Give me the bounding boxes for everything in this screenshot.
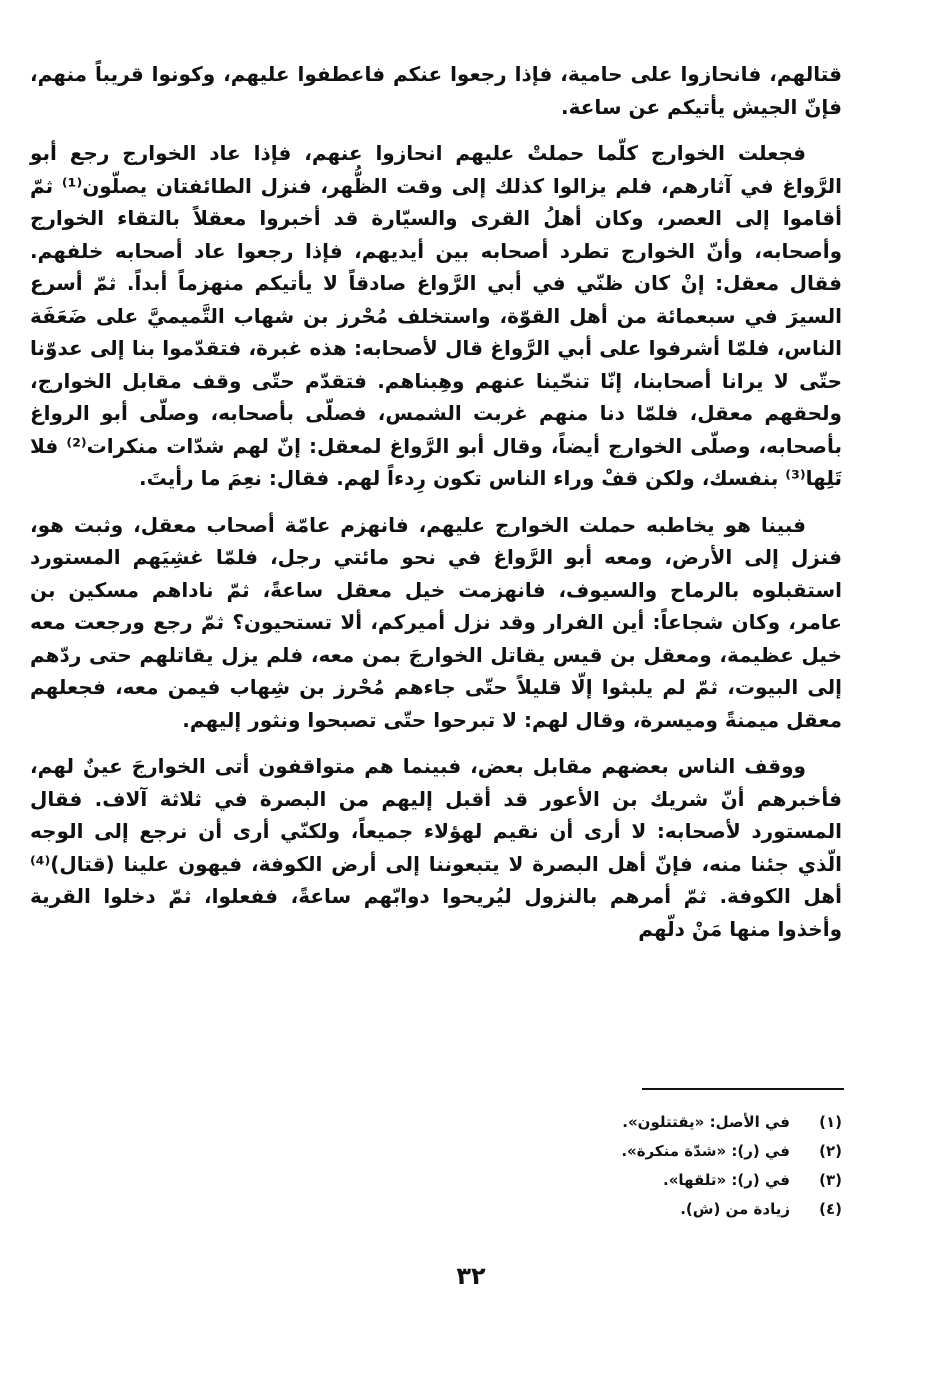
footnote-text: في (ر): «شدّة منكرة».	[621, 1142, 790, 1160]
footnote-number: (٣)	[819, 1171, 842, 1189]
footnote-2	[300, 1137, 842, 1166]
paragraph-3: فبينا هو يخاطبه حملت الخوارج عليهم، فانهزم عامّة أصحاب معقل، وثبت هو، فنزل إلى الأرض، ومعه أبو الرَّواغ في نحو مائتي رجل، فلمّا غشِيَهم المستورد استقبلوه بالرماح والسيوف، فانهزمت خيل معقل ساعةً، ثمّ ناداهم مسكين بن عامر، وكان شجاعاً: أين الفرار وقد نزل أميركم، ألا تستحيون؟ ثمّ رجع ورجعت معه خيل عظيمة، ومعقل بن قيس يقاتل الخوارجَ بمن معه، فلم يزل يقاتلهم حتى ردّهم إلى البيوت، ثمّ لم يلبثوا إلّا قليلاً حتّى جاءهم مُحْرز بن شِهاب فيمن معه، فجعلهم معقل ميمنةً وميسرة، وقال لهم: لا تبرحوا حتّى تصبحوا ونثور إليهم.	[30, 512, 842, 732]
paragraph-1: قتالهم، فانحازوا على حامية، فإذا رجعوا عنكم فاعطفوا عليهم، وكونوا قريباً منهم، فإنّ الجيش يأتيكم عن ساعة.	[30, 62, 842, 119]
footnote-4	[300, 1195, 842, 1224]
footnotes	[300, 1108, 842, 1224]
page-number: ٣٢	[456, 1262, 486, 1290]
paragraph-4: ووقف الناس بعضهم مقابل بعض، فبينما هم متواقفون أتى الخوارجَ عينٌ لهم، فأخبرهم أنّ شريك بن الأعور قد أقبل إليهم من البصرة في ثلاثة آلاف. فقال المستورد لأصحابه: لا أرى أن نقيم لهؤلاء جميعاً، ولكنّي أرى أن نرجع إلى الوجه الّذي جئنا منه، فإنّ أهل البصرة لا يتبعوننا إلى أرض الكوفة، فيهون علينا (قتال)⁽⁴⁾ أهل الكوفة. ثمّ أمرهم بالنزول ليُريحوا دوابّهم ساعةً، ففعلوا، ثمّ دخلوا القرية وأخذوا منها مَنْ دلّهم	[30, 754, 842, 941]
footnote-1	[300, 1108, 842, 1137]
footnote-number: (١)	[819, 1113, 842, 1131]
footnote-number: (٢)	[819, 1142, 842, 1160]
footnote-number: (٤)	[819, 1200, 842, 1218]
footnote-separator	[642, 1088, 844, 1090]
footnote-text: زيادة من (ش).	[680, 1200, 790, 1218]
footnote-3	[300, 1166, 842, 1195]
footnote-text: في (ر): «تلقها».	[663, 1171, 790, 1189]
footnote-text: في الأصل: «يقتتلون».	[622, 1113, 790, 1131]
main-text	[30, 58, 842, 959]
paragraph-2: فجعلت الخوارج كلّما حملتْ عليهم انحازوا عنهم، فإذا عاد الخوارج رجع أبو الرَّواغ في آثارهم، فلم يزالوا كذلك إلى وقت الظُّهر، فنزل الطائفتان يصلّون⁽¹⁾ ثمّ أقاموا إلى العصر، وكان أهلُ القرى والسيّارة قد أخبروا معقلاً بالتقاء الخوارج وأصحابه، وأنّ الخوارج تطرد أصحابه بين أيديهم، فإذا رجعوا عاد أصحابه خلفهم. فقال معقل: إنْ كان ظنّي في أبي الرَّواغ صادقاً لا يأتيكم منهزماً أبداً. ثمّ أسرع السيرَ في سبعمائة من أهل القوّة، واستخلف مُحْرز بن شهاب التَّميميَّ على ضَعَفَة الناس، فلمّا أشرفوا على أبي الرَّواغ قال لأصحابه: هذه غبرة، فتقدّموا بنا إلى عدوّنا حتّى لا يرانا أصحابنا، إنّا تنحّينا عنهم وهِبناهم. فتقدّم حتّى وقف مقابل الخوارج، ولحقهم معقل، فلمّا دنا منهم غربت الشمس، فصلّى بأصحابه، وصلّى أبو الرواغ بأصحابه، وصلّى الخوارج أيضاً، وقال أبو الرَّواغ لمعقل: إنّ لهم شدّات منكرات⁽²⁾ فلا تَلِها⁽³⁾ بنفسك، ولكن قفْ وراء الناس تكون رِدءاً لهم. فقال: نعِمَ ما رأيتَ.	[30, 141, 843, 490]
